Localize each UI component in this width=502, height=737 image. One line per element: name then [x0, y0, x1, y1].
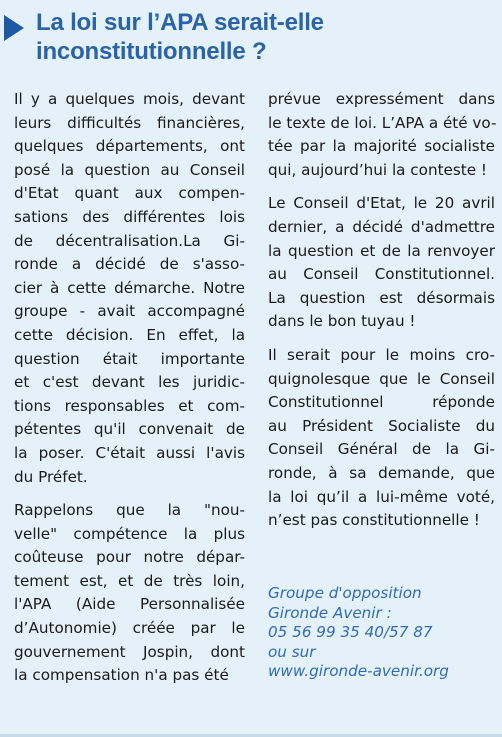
text-line: velle" compétence la plus	[14, 524, 245, 543]
text-line: Conseil Général de la Gi-	[268, 440, 495, 459]
text-line: Il serait pour le moins cro-	[268, 345, 495, 364]
arrow-bullet-icon	[4, 15, 24, 41]
text-line: dans le bon tuyau !	[268, 312, 416, 331]
text-line: coûteuse pour notre dépar-	[14, 548, 245, 567]
text-line: groupe - avait accompagné	[14, 302, 245, 321]
text-line: au Président Socialiste du	[268, 416, 495, 435]
title-line-2: inconstitutionnelle ?	[36, 38, 267, 65]
signature-group-name: Groupe d'opposition	[268, 584, 422, 602]
text-line: l'APA (Aide Personnalisée	[14, 595, 245, 614]
text-line: tions responsables et com-	[14, 396, 245, 415]
article-header	[0, 6, 502, 74]
text-line: question était importante	[14, 349, 245, 368]
text-line: leurs difficultés financières,	[14, 113, 245, 132]
paragraph	[268, 344, 495, 533]
text-line: dernier, a décidé d'admettre	[268, 217, 495, 236]
text-line: qui, aujourd’hui la conteste !	[268, 160, 488, 179]
text-line: d’Autonomie) créée par le	[14, 619, 245, 638]
signature-website[interactable]: www.gironde-avenir.org	[268, 662, 449, 680]
text-line: Constitutionnel réponde	[268, 393, 495, 412]
text-line: quelques départements, ont	[14, 137, 245, 156]
signature-or: ou sur	[268, 642, 316, 661]
text-line: n’est pas constitutionnelle !	[268, 511, 480, 530]
signature-block	[268, 584, 498, 682]
paragraph	[14, 88, 245, 489]
text-line: quignolesque que le Conseil	[268, 369, 495, 388]
text-line: Il y a quelques mois, devant	[14, 90, 245, 108]
text-line: cette décision. En effet, la	[14, 325, 245, 344]
text-line: ronde, à sa demande, que	[268, 463, 495, 482]
text-line: tement est, et de très loin,	[14, 571, 245, 590]
text-line: le texte de loi. L’APA a été vo-	[268, 113, 497, 132]
right-column	[268, 88, 495, 543]
text-line: Le Conseil d'Etat, le 20 avril	[268, 194, 495, 213]
text-line: de décentralisation.La Gi-	[14, 231, 245, 250]
paragraph	[14, 499, 245, 688]
text-line: la compensation n'a pas été	[14, 666, 229, 685]
text-line: prévue expressément dans	[268, 90, 495, 108]
text-line: cier à cette démarche. Notre	[14, 278, 245, 297]
text-line: et c'est devant les juridic-	[14, 373, 245, 392]
text-line: du Préfet.	[14, 467, 88, 486]
article-title	[36, 8, 496, 66]
text-line: la loi qu’il a lui-même voté,	[268, 487, 495, 506]
text-line: d'Etat quant aux compen-	[14, 184, 245, 203]
text-line: La question est désormais	[268, 288, 495, 307]
text-line: la question et de la renvoyer	[268, 241, 495, 260]
text-line: ronde a décidé de s'asso-	[14, 255, 245, 274]
text-line: au Conseil Constitutionnel.	[268, 265, 495, 284]
signature-phone: 05 56 99 35 40/57 87	[268, 623, 433, 641]
title-line-1: La loi sur l’APA serait-elle	[36, 9, 324, 36]
text-line: posé la question au Conseil	[14, 160, 245, 179]
signature-group-subname: Gironde Avenir :	[268, 603, 392, 622]
text-line: sations des différentes lois	[14, 207, 245, 226]
paragraph	[268, 88, 495, 182]
text-line: tée par la majorité socialiste	[268, 137, 495, 156]
left-column	[14, 88, 245, 698]
text-line: pétentes qu'il convenait de	[14, 420, 245, 439]
paragraph	[268, 192, 495, 334]
text-line: gouvernement Jospin, dont	[14, 642, 245, 661]
text-line: Rappelons que la "nou-	[14, 501, 245, 520]
text-line: la poser. C'était aussi l'avis	[14, 443, 245, 462]
